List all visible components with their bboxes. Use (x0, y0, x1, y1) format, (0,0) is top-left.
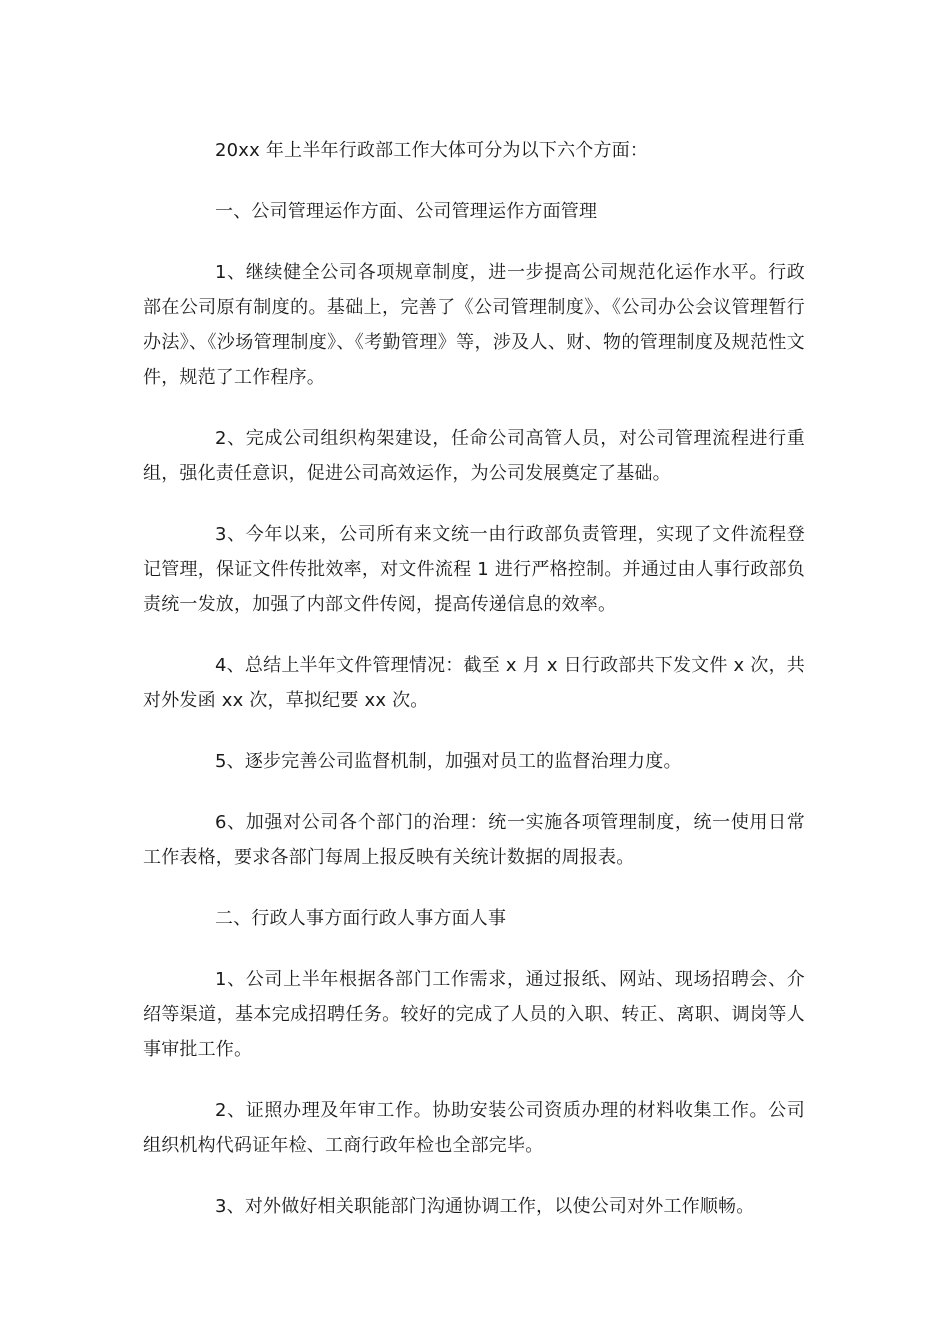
paragraph-item: 6、加强对公司各个部门的治理：统一实施各项管理制度，统一使用日常工作表格，要求各部门每周上报反映有关统计数据的周报表。 (143, 812, 805, 868)
paragraph-item: 3、对外做好相关职能部门沟通协调工作，以使公司对外工作顺畅。 (215, 1196, 755, 1217)
paragraph-item: 1、继续健全公司各项规章制度，进一步提高公司规范化运作水平。行政部在公司原有制度的。基础上，完善了《公司管理制度》、《公司办公会议管理暂行办法》、《沙场管理制度》、《考勤管理》等，涉及人、财、物的管理制度及规范性文件，规范了工作程序。 (143, 262, 805, 388)
document-body (143, 133, 805, 1250)
intro-paragraph: 20xx 年上半年行政部工作大体可分为以下六个方面： (215, 140, 649, 161)
section-heading-management: 一、公司管理运作方面、公司管理运作方面管理 (215, 201, 598, 222)
paragraph-item: 2、完成公司组织构架建设，任命公司高管人员，对公司管理流程进行重组，强化责任意识，促进公司高效运作，为公司发展奠定了基础。 (143, 428, 805, 484)
paragraph-item: 1、公司上半年根据各部门工作需求，通过报纸、网站、现场招聘会、介绍等渠道，基本完成招聘任务。较好的完成了人员的入职、转正、离职、调岗等人事审批工作。 (143, 969, 805, 1060)
section-heading-personnel: 二、行政人事方面行政人事方面人事 (215, 908, 507, 929)
paragraph-item: 2、证照办理及年审工作。协助安装公司资质办理的材料收集工作。公司组织机构代码证年检、工商行政年检也全部完毕。 (143, 1100, 805, 1156)
paragraph-item: 3、今年以来，公司所有来文统一由行政部负责管理，实现了文件流程登记管理，保证文件传批效率，对文件流程 1 进行严格控制。并通过由人事行政部负责统一发放，加强了内部文件传阅，提高传递信息的效率。 (143, 524, 805, 615)
paragraph-item: 5、逐步完善公司监督机制，加强对员工的监督治理力度。 (215, 751, 682, 772)
paragraph-item: 4、总结上半年文件管理情况：截至 x 月 x 日行政部共下发文件 x 次，共对外发函 xx 次，草拟纪要 xx 次。 (143, 655, 805, 711)
